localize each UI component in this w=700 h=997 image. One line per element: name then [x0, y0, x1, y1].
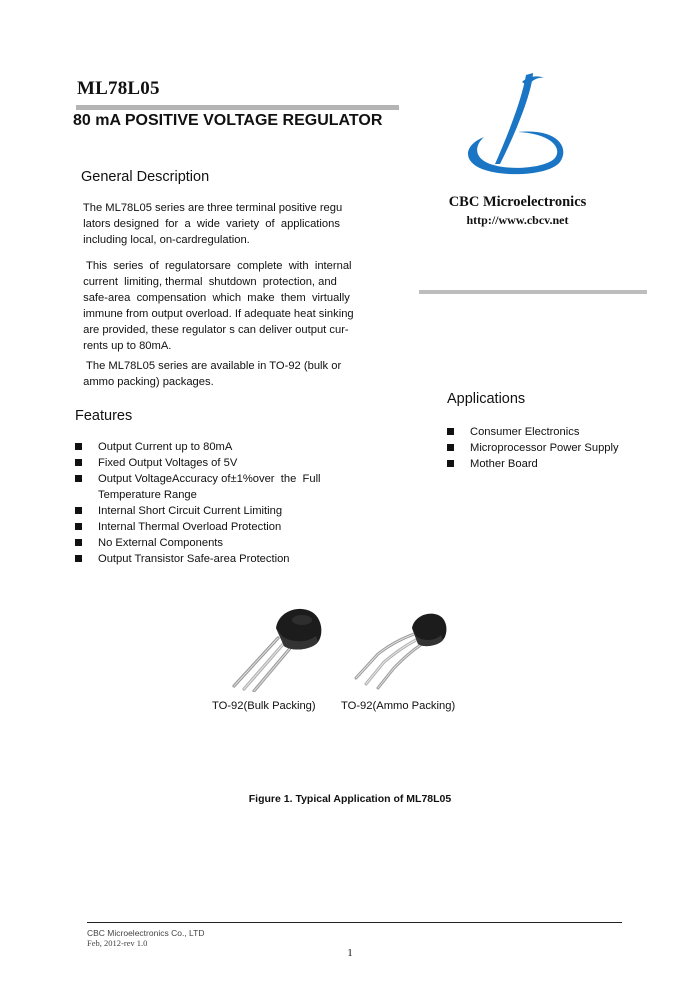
footer-company: CBC Microelectronics Co., LTD [87, 928, 205, 938]
description-paragraph-1: The ML78L05 series are three terminal positive regu lators designed for a wide variety of applications including local, on-cardregulation. [82, 202, 343, 246]
cbc-logo-icon [462, 72, 574, 176]
list-item: No External Components [75, 535, 375, 551]
list-item: Fixed Output Voltages of 5V [75, 455, 375, 471]
bullet-square-icon [447, 428, 454, 435]
figure-title: Figure 1. Typical Application of ML78L05 [248, 793, 452, 805]
bullet-square-icon [447, 460, 454, 467]
list-item: Consumer Electronics [447, 424, 667, 440]
title-rule [76, 105, 399, 110]
right-divider [419, 290, 647, 294]
bullet-square-icon [75, 443, 82, 450]
bulk-packing-caption: TO-92(Bulk Packing) [212, 700, 316, 712]
general-description-heading: General Description [81, 169, 210, 185]
description-paragraph-2: This series of regulatorsare complete with internal current limiting, thermal shutdown protection, and safe-area compensation which make them virtually immune from output overload. If adequate heat sinking are provided, these regulator s can deliver output cur- rents up to 80mA. [83, 260, 354, 352]
to92-bulk-package-image [226, 606, 330, 692]
page-number: 1 [347, 947, 353, 959]
bullet-square-icon [75, 507, 82, 514]
description-paragraph-3: The ML78L05 series are available in TO-92 (bulk or ammo packing) packages. [83, 360, 342, 388]
part-number: ML78L05 [77, 78, 160, 99]
footer-rule [87, 922, 622, 923]
list-item: Output VoltageAccuracy of±1%over the Full Temperature Range [75, 471, 375, 503]
ammo-packing-caption: TO-92(Ammo Packing) [341, 700, 456, 712]
applications-list [447, 424, 667, 472]
to92-ammo-package-image [348, 612, 452, 692]
list-item: Output Current up to 80mA [75, 439, 375, 455]
list-item: Internal Thermal Overload Protection [75, 519, 375, 535]
document-title: 80 mA POSITIVE VOLTAGE REGULATOR [73, 112, 383, 129]
list-item: Internal Short Circuit Current Limiting [75, 503, 375, 519]
bullet-square-icon [75, 539, 82, 546]
bullet-square-icon [75, 475, 82, 482]
bullet-square-icon [75, 523, 82, 530]
footer-date-revision: Feb, 2012-rev 1.0 [87, 938, 148, 948]
features-list [75, 439, 375, 567]
company-name: CBC Microelectronics [448, 194, 587, 210]
list-item: Mother Board [447, 456, 667, 472]
features-heading: Features [75, 408, 133, 424]
list-item: Output Transistor Safe-area Protection [75, 551, 375, 567]
bullet-square-icon [75, 555, 82, 562]
bullet-square-icon [447, 444, 454, 451]
list-item: Microprocessor Power Supply [447, 440, 667, 456]
company-url[interactable]: http://www.cbcv.net [466, 213, 569, 227]
applications-heading: Applications [447, 391, 526, 407]
bullet-square-icon [75, 459, 82, 466]
